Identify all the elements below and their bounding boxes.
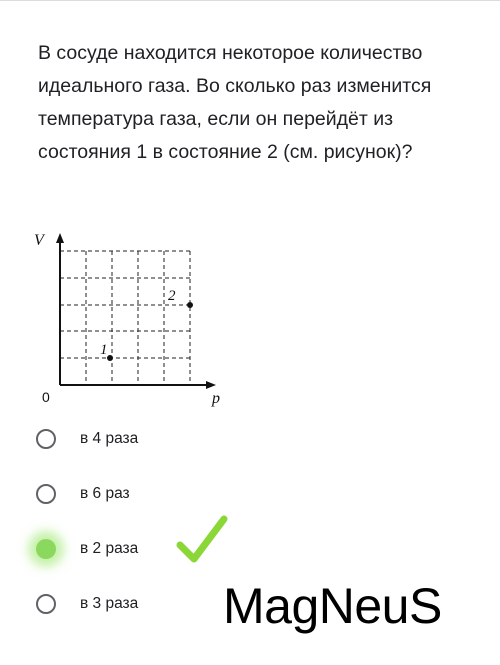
option-label: в 3 раза (80, 595, 139, 612)
option-label: в 6 раз (80, 485, 130, 502)
watermark-text: MagNeuS (223, 578, 442, 634)
radio-button-selected[interactable] (36, 539, 56, 559)
option-4-times[interactable] (36, 424, 316, 454)
question-text: В сосуде находится некоторое количество идеального газа. Во сколько раз изменится температура газа, если он перейдёт из состояния 1 в состояние 2 (см. рисунок)? (38, 42, 432, 163)
checkmark-icon (172, 509, 232, 571)
radio-button[interactable] (36, 594, 56, 614)
y-axis-label: V (34, 232, 44, 249)
radio-button[interactable] (36, 429, 56, 449)
option-6-times[interactable] (36, 479, 316, 509)
pv-diagram (30, 223, 230, 413)
state-point-1 (107, 355, 113, 361)
x-axis-label: p (212, 390, 220, 407)
grid (60, 251, 192, 385)
option-label: в 2 раза (80, 540, 139, 557)
option-label: в 4 раза (80, 430, 139, 447)
state-point-2 (187, 302, 193, 308)
state-point-1-label: 1 (100, 342, 108, 358)
radio-button[interactable] (36, 484, 56, 504)
state-point-2-label: 2 (168, 288, 176, 304)
origin-label: 0 (42, 389, 50, 405)
axes (56, 233, 216, 389)
